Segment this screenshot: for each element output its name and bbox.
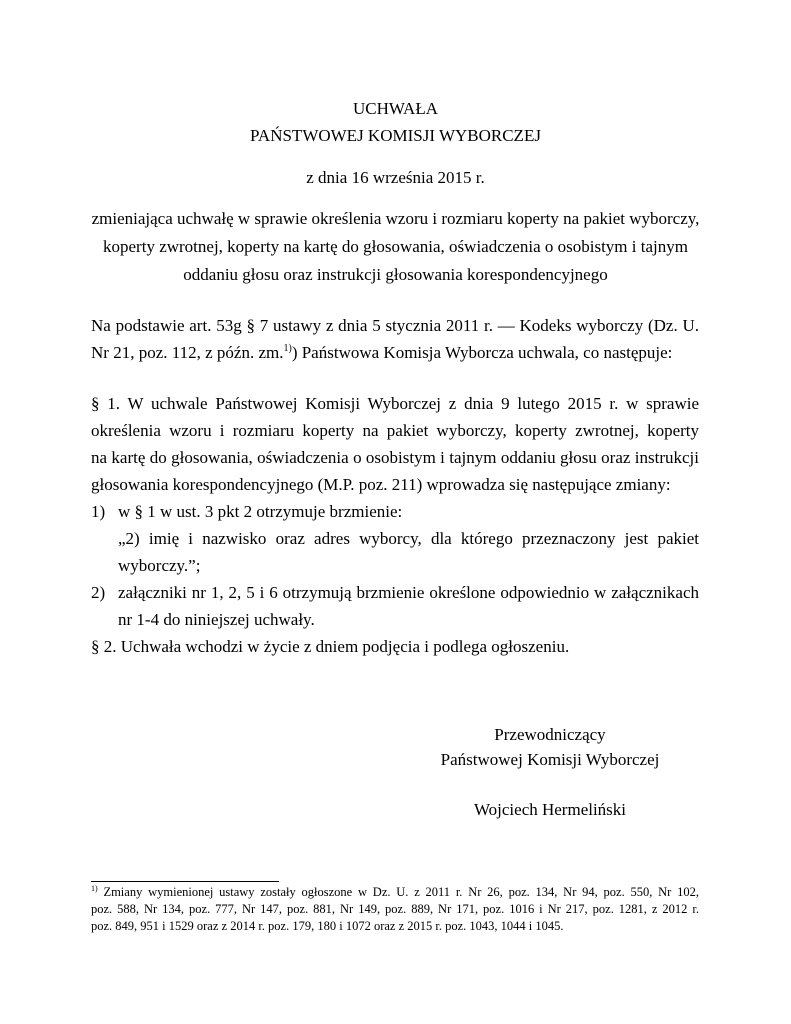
document-title: UCHWAŁA: [353, 99, 438, 118]
document-date: z dnia 16 września 2015 r.: [306, 168, 485, 187]
footnote-line: [91, 884, 699, 901]
subject-line: oddaniu głosu oraz instrukcji głosowania korespondencyjnego: [183, 265, 608, 284]
list-item-text: nr 1-4 do niniejszej uchwały.: [118, 610, 315, 629]
subject-line: zmieniająca uchwałę w sprawie określenia wzoru i rozmiaru koperty na pakiet wyborczy,: [91, 209, 700, 228]
signature-body: Państwowej Komisji Wyborczej: [440, 750, 660, 769]
preamble-line: [91, 343, 672, 363]
footnote-line: poz. 588, Nr 134, poz. 777, Nr 147, poz. 881, Nr 149, poz. 889, Nr 171, poz. 1016 i Nr 217, poz. 1281, z 2012 r.: [91, 902, 699, 916]
footnote-text: Zmiany wymienionej ustawy zostały ogłoszone w Dz. U. z 2011 r. Nr 26, poz. 134, Nr 94, poz. 550, Nr 102,: [97, 885, 699, 899]
list-item-number: 2): [91, 583, 106, 602]
preamble-line: Na podstawie art. 53g § 7 ustawy z dnia 5 stycznia 2011 r. — Kodeks wyborczy (Dz. U.: [91, 316, 699, 335]
footnote-line: poz. 849, 951 i 1529 oraz z 2014 r. poz. 179, 180 i 1072 oraz z 2015 r. poz. 1043, 1044 i 1045.: [91, 919, 564, 933]
footnote-separator: [91, 881, 279, 882]
subject-line: koperty zwrotnej, koperty na kartę do głosowania, oświadczenia o osobistym i tajnym: [103, 237, 688, 256]
list-item-text: załączniki nr 1, 2, 5 i 6 otrzymują brzmienie określone odpowiednio w załącznikach: [118, 583, 699, 602]
footnote-reference: 1): [283, 343, 292, 354]
section1-line: głosowania korespondencyjnego (M.P. poz. 211) wprowadza się następujące zmiany:: [91, 475, 671, 494]
preamble-text: ) Państwowa Komisja Wyborcza uchwala, co następuje:: [291, 343, 673, 362]
list-item-number: 1): [91, 502, 106, 521]
footnote-marker: 1): [91, 884, 98, 893]
quote-line: wyborczy.”;: [118, 556, 201, 575]
section2-text: § 2. Uchwała wchodzi w życie z dniem podjęcia i podlega ogłoszeniu.: [91, 637, 570, 656]
section1-line: na kartę do głosowania, oświadczenia o osobistym i tajnym oddaniu głosu oraz instrukcji: [91, 448, 699, 467]
section1-line: określenia wzoru i rozmiaru koperty na pakiet wyborczy, koperty zwrotnej, koperty: [91, 421, 699, 440]
list-item-text: w § 1 w ust. 3 pkt 2 otrzymuje brzmienie:: [118, 502, 403, 521]
document-issuer: PAŃSTWOWEJ KOMISJI WYBORCZEJ: [250, 126, 541, 145]
signature-role: Przewodniczący: [494, 725, 606, 744]
section1-line: § 1. W uchwale Państwowej Komisji Wyborczej z dnia 9 lutego 2015 r. w sprawie: [91, 394, 699, 413]
quote-line: „2) imię i nazwisko oraz adres wyborcy, dla którego przeznaczony jest pakiet: [118, 529, 699, 548]
signature-name: Wojciech Hermeliński: [473, 800, 627, 819]
preamble-text: Nr 21, poz. 112, z późn. zm.: [91, 343, 284, 362]
